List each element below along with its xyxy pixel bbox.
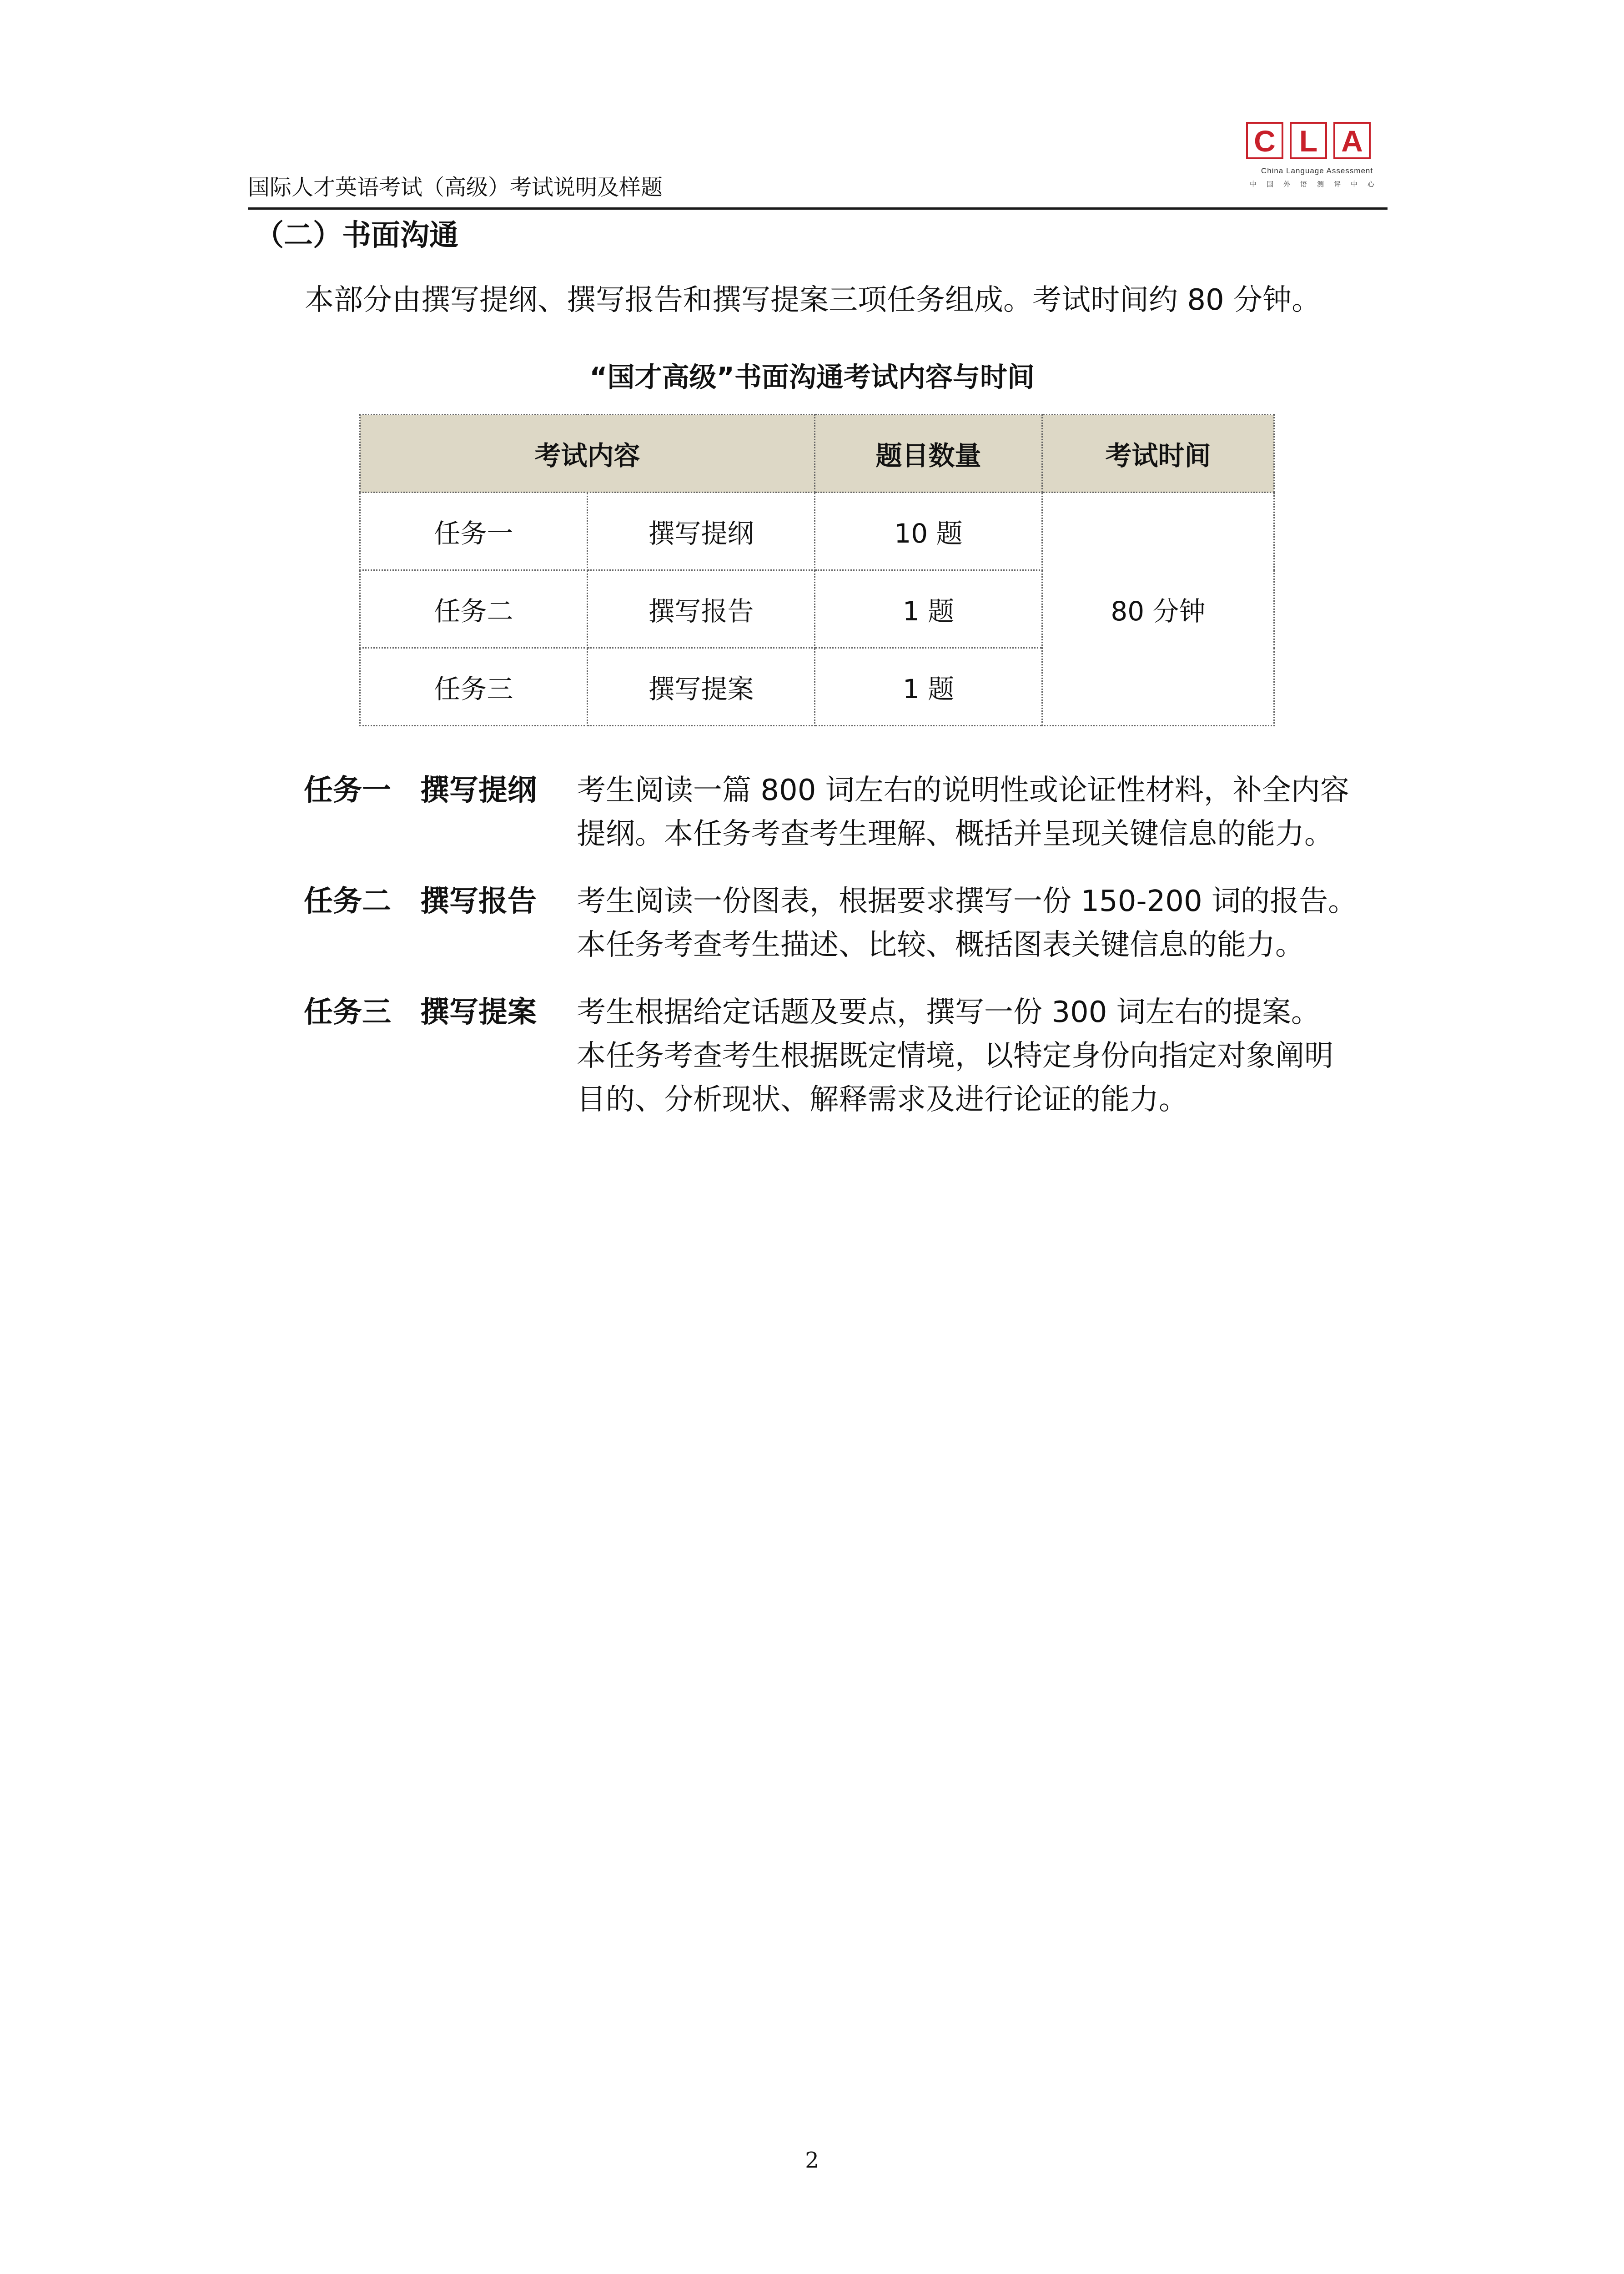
task-content-cell: 撰写提案 <box>588 648 815 726</box>
task-descriptions <box>304 769 1395 1145</box>
logo-subtitle-english: China Language Assessment <box>1261 166 1373 175</box>
task-item <box>304 769 1395 856</box>
task-description <box>577 880 1359 967</box>
question-count-cell: 1 题 <box>815 570 1042 648</box>
task-description <box>577 991 1359 1122</box>
header-divider <box>248 207 1388 210</box>
header-exam-time: 考试时间 <box>1042 415 1274 493</box>
task-description-line: 本任务考查考生描述、比较、概括图表关键信息的能力。 <box>577 928 1304 962</box>
cla-logo <box>1246 122 1388 200</box>
task-label: 任务三 撰写提案 <box>304 996 537 1029</box>
section-intro: 本部分由撰写提纲、撰写报告和撰写提案三项任务组成。考试时间约 80 分钟。 <box>305 283 1321 317</box>
task-description-line: 考生根据给定话题及要点，撰写一份 300 词左右的提案。 <box>577 996 1320 1029</box>
task-content-cell: 撰写提纲 <box>588 493 815 570</box>
task-label: 任务一 撰写提纲 <box>304 774 537 807</box>
task-name-cell: 任务一 <box>360 493 588 570</box>
task-description-line: 考生阅读一份图表，根据要求撰写一份 150-200 词的报告。 <box>577 885 1358 918</box>
logo-letters <box>1246 122 1388 160</box>
table-row <box>360 493 1274 570</box>
task-description-line: 本任务考查考生根据既定情境，以特定身份向指定对象阐明 <box>577 1039 1333 1073</box>
task-name-cell: 任务二 <box>360 570 588 648</box>
logo-letter-l: L <box>1290 122 1327 159</box>
table-caption: “国才高级”书面沟通考试内容与时间 <box>589 362 1035 393</box>
task-description-line: 考生阅读一篇 800 词左右的说明性或论证性材料，补全内容 <box>577 774 1349 807</box>
exam-content-table <box>359 414 1275 726</box>
task-name-cell: 任务三 <box>360 648 588 726</box>
header-question-count: 题目数量 <box>815 415 1042 493</box>
task-item <box>304 880 1395 967</box>
table-header-row <box>360 415 1274 493</box>
logo-letter-a: A <box>1333 122 1371 159</box>
task-content-cell: 撰写报告 <box>588 570 815 648</box>
exam-time-cell: 80 分钟 <box>1042 493 1274 726</box>
task-description-line: 目的、分析现状、解释需求及进行论证的能力。 <box>577 1083 1188 1117</box>
logo-letter-c: C <box>1246 122 1283 159</box>
question-count-cell: 10 题 <box>815 493 1042 570</box>
logo-subtitle-chinese: 中国外语测评中心 <box>1249 180 1384 188</box>
document-header-title: 国际人才英语考试（高级）考试说明及样题 <box>248 175 663 200</box>
page-number: 2 <box>805 2148 819 2173</box>
section-heading: （二）书面沟通 <box>255 219 458 252</box>
header-exam-content: 考试内容 <box>360 415 815 493</box>
question-count-cell: 1 题 <box>815 648 1042 726</box>
task-description <box>577 769 1359 856</box>
task-item <box>304 991 1395 1122</box>
task-description-line: 提纲。本任务考查考生理解、概括并呈现关键信息的能力。 <box>577 817 1333 851</box>
task-label: 任务二 撰写报告 <box>304 885 537 918</box>
